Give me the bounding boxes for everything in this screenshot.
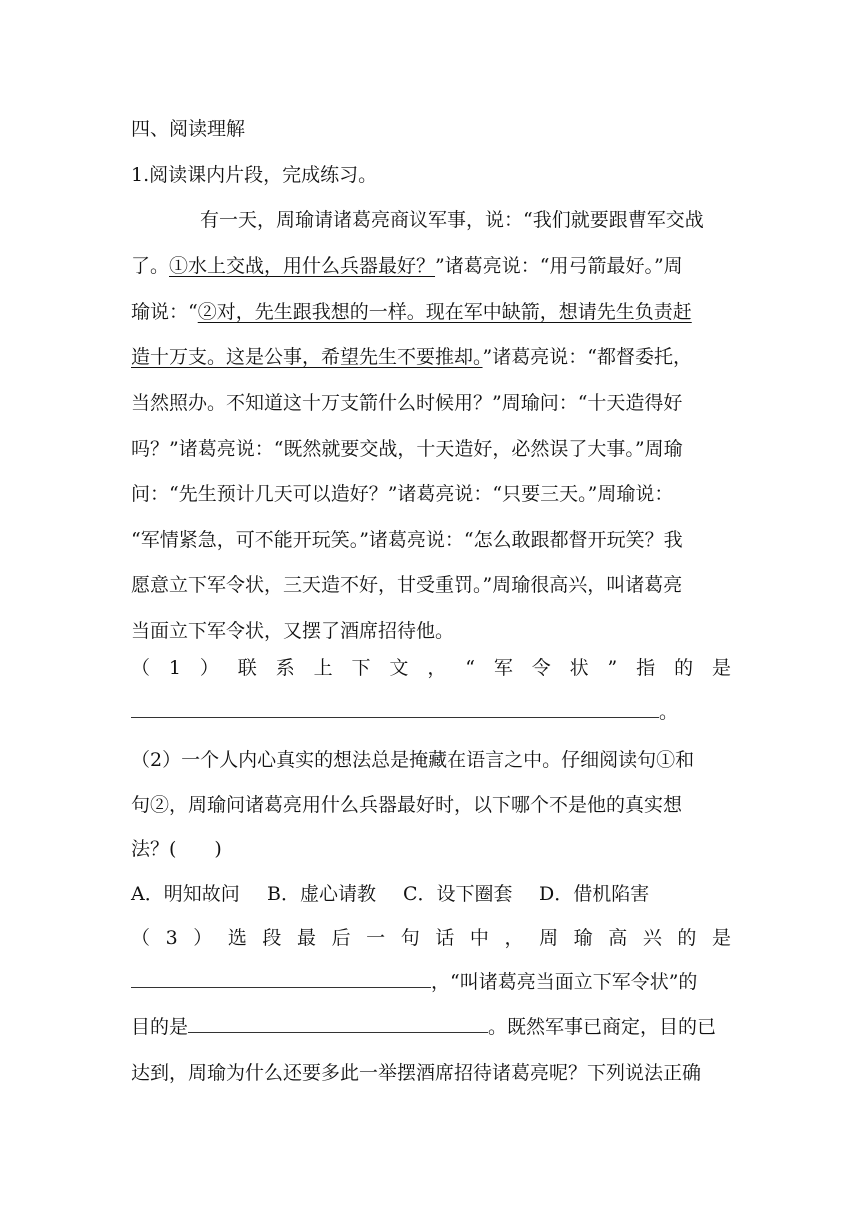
q3-line: 达到，周瑜为什么还要多此一举摆酒席招待诸葛亮呢？下列说法正确 [131,1062,702,1084]
q1-answer-blank[interactable] [131,693,659,718]
passage-line: 问：“先生预计几天可以造好？”诸葛亮说：“只要三天。”周瑜说： [131,483,674,505]
q1-prompt: （1）联系上下文，“军令状”指的是 [131,657,731,679]
sentence-1-underlined: ①水上交战，用什么兵器最好？ [169,255,436,277]
option-a[interactable]: A．明知故问 [131,883,240,905]
passage-line: 愿意立下军令状，三天造不好，甘受重罚。”周瑜很高兴，叫诸葛亮 [131,574,683,596]
q3-text: 。既然军事已商定，目的已 [488,1016,717,1038]
option-d[interactable]: D．借机陷害 [539,883,650,905]
q3-line [131,959,731,1005]
option-c[interactable]: C．设下圈套 [403,883,513,905]
q3-line [131,1004,731,1050]
q1-end: 。 [659,701,679,723]
q3-line: （3）选段最后一句话中，周瑜高兴的是 [131,927,731,949]
q3-text: ，“叫诸葛亮当面立下军令状”的 [431,971,698,993]
q2-line: 句②，周瑜问诸葛亮用什么兵器最好时，以下哪个不是他的真实想 [131,794,683,816]
section-title: 四、阅读理解 [131,118,246,140]
passage-line [131,289,731,335]
q2-options [131,871,731,917]
passage-text: 有一天，周瑜请诸葛亮商议军事，说：“我们就要跟曹军交战 [200,209,704,231]
question-intro: 1.阅读课内片段，完成练习。 [131,164,378,186]
q1-answer-line [131,689,731,735]
passage-line [131,197,731,243]
sentence-2-underlined: 造十万支。这是公事，希望先生不要推却。 [131,346,483,368]
passage-text: ”诸葛亮说：“用弓箭最好。”周 [435,255,683,277]
passage-line: 当然照办。不知道这十万支箭什么时候用？”周瑜问：“十天造得好 [131,392,683,414]
passage-text: 了。 [131,255,170,277]
passage-line [131,243,731,289]
q3-text: 目的是 [131,1016,189,1038]
sentence-2-underlined: ②对，先生跟我想的一样。现在军中缺箭，想请先生负责赶 [197,301,692,323]
passage-text: ”诸葛亮说：“都督委托， [482,346,692,368]
q3-answer-blank-1[interactable] [131,963,431,988]
option-b[interactable]: B．虚心请教 [267,883,376,905]
passage-line: “军情紧急，可不能开玩笑。”诸葛亮说：“怎么敢跟都督开玩笑？我 [131,529,683,551]
q3-answer-blank-2[interactable] [188,1008,488,1033]
q2-line: 法？( ) [131,838,222,860]
q2-line: （2）一个人内心真实的想法总是掩藏在语言之中。仔细阅读句①和 [131,749,695,771]
passage-line: 吗？”诸葛亮说：“既然就要交战，十天造好，必然误了大事。”周瑜 [131,438,683,460]
passage-line [131,334,731,380]
passage-line: 当面立下军令状，又摆了酒席招待他。 [131,620,455,642]
passage-text: 瑜说：“ [131,301,198,323]
